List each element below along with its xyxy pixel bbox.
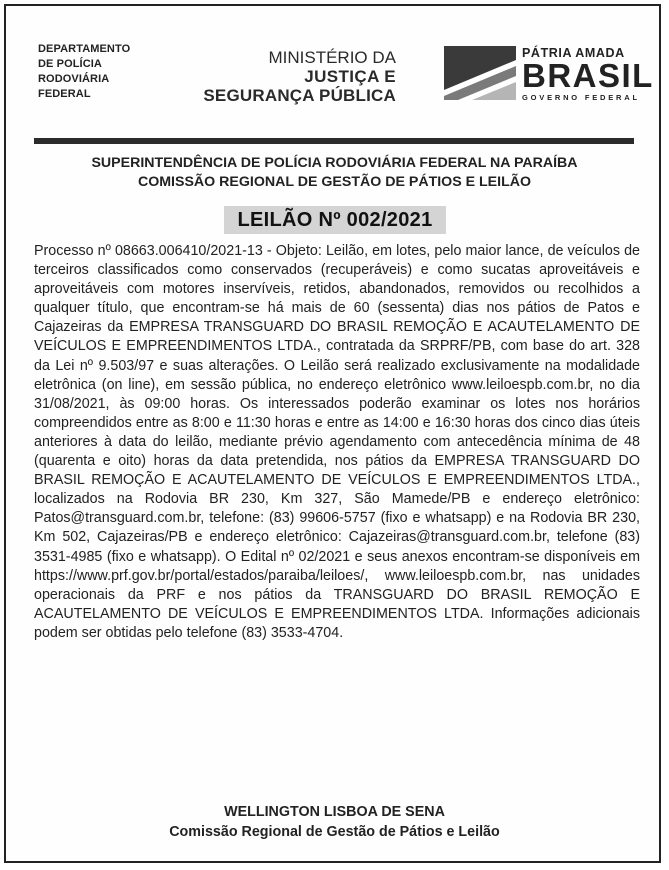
government-logo (444, 46, 654, 106)
department-line: DEPARTAMENTO (38, 43, 131, 55)
government-label: GOVERNO FEDERAL (522, 93, 640, 102)
header (6, 6, 659, 134)
notice-body: Processo nº 08663.006410/2021-13 - Objeto: Leilão, em lotes, pelo maior lance, de veículos de terceiros classificados como conservados (recuperáveis) e como sucatas aproveitáveis e aproveitáveis com motores inservíveis, retidos, abandonados, removidos ou recolhidos a qualquer título, que encontram-se há mais de 60 (sessenta) dias nos pátios de Patos e Cajazeiras da EMPRESA TRANSGUARD DO BRASIL REMOÇÃO E ACAUTELAMENTO DE VEÍCULOS E EMPREENDIMENTOS LTDA., contratada da SRPRF/PB, com base do art. 328 da Lei nº 9.503/97 e suas alterações. O Leilão será realizado exclusivamente na modalidade eletrônica (on line), em sessão pública, no endereço eletrônico www.leiloespb.com.br, no dia 31/08/2021, às 09:00 horas. Os interessados poderão examinar os lotes nos horários compreendidos entre as 8:00 e 11:30 horas e entre as 14:00 e 16:30 horas dos cinco dias úteis anteriores à data do leilão, mediante prévio agendamento com antecedência mínima de 48 (quarenta e oito) horas da data pretendida, nos pátios da EMPRESA TRANSGUARD DO BRASIL REMOÇÃO E ACAUTELAMENTO DE VEÍCULOS E EMPREENDIMENTOS LTDA., localizados na Rodovia BR 230, Km 327, São Mamede/PB e endereço eletrônico: Patos@transguard.com.br, telefone: (83) 99606-5757 (fixo e whatsapp) e na Rodovia BR 230, Km 502, Cajazeiras/PB e endereço eletrônico: Cajazeiras@transguard.com.br, telefone (83) 3531-4985 (fixo e whatsapp). O Edital nº 02/2021 e seus anexos encontram-se disponíveis em https://www.prf.gov.br/portal/estados/paraiba/leiloes/, www.leiloespb.com.br, nas unidades operacionais da PRF e nos pátios da TRANSGUARD DO BRASIL REMOÇÃO E ACAUTELAMENTO DE VEÍCULOS E EMPREENDIMENTOS LTDA. Informações adicionais podem ser obtidas pelo telefone (83) 3533-4704. (34, 243, 640, 641)
department-line: DE POLÍCIA (38, 58, 102, 70)
superintendency-title (26, 154, 643, 192)
government-slogan: PÁTRIA AMADA (522, 46, 625, 60)
ministry-name (196, 48, 396, 105)
department-name (38, 42, 130, 102)
signatory-name: WELLINGTON LISBOA DE SENA (224, 804, 445, 820)
brasil-flag-stripes-icon (444, 46, 516, 100)
ministry-line: SEGURANÇA PÚBLICA (203, 86, 396, 105)
auction-number: LEILÃO Nº 002/2021 (224, 206, 446, 234)
commission-line: COMISSÃO REGIONAL DE GESTÃO DE PÁTIOS E LEILÃO (137, 174, 532, 190)
department-line: FEDERAL (38, 88, 91, 100)
notice-frame (4, 4, 661, 863)
signatory-role: Comissão Regional de Gestão de Pátios e Leilão (169, 824, 500, 840)
government-country: BRASIL (522, 57, 654, 94)
government-wordmark (522, 46, 654, 102)
ministry-line: JUSTIÇA E (304, 67, 396, 86)
signature-block (26, 802, 643, 842)
department-line: RODOVIÁRIA (38, 73, 110, 85)
superintendency-line: SUPERINTENDÊNCIA DE POLÍCIA RODOVIÁRIA FEDERAL NA PARAÍBA (91, 155, 578, 171)
header-divider (34, 138, 634, 144)
ministry-line: MINISTÉRIO DA (268, 48, 396, 67)
